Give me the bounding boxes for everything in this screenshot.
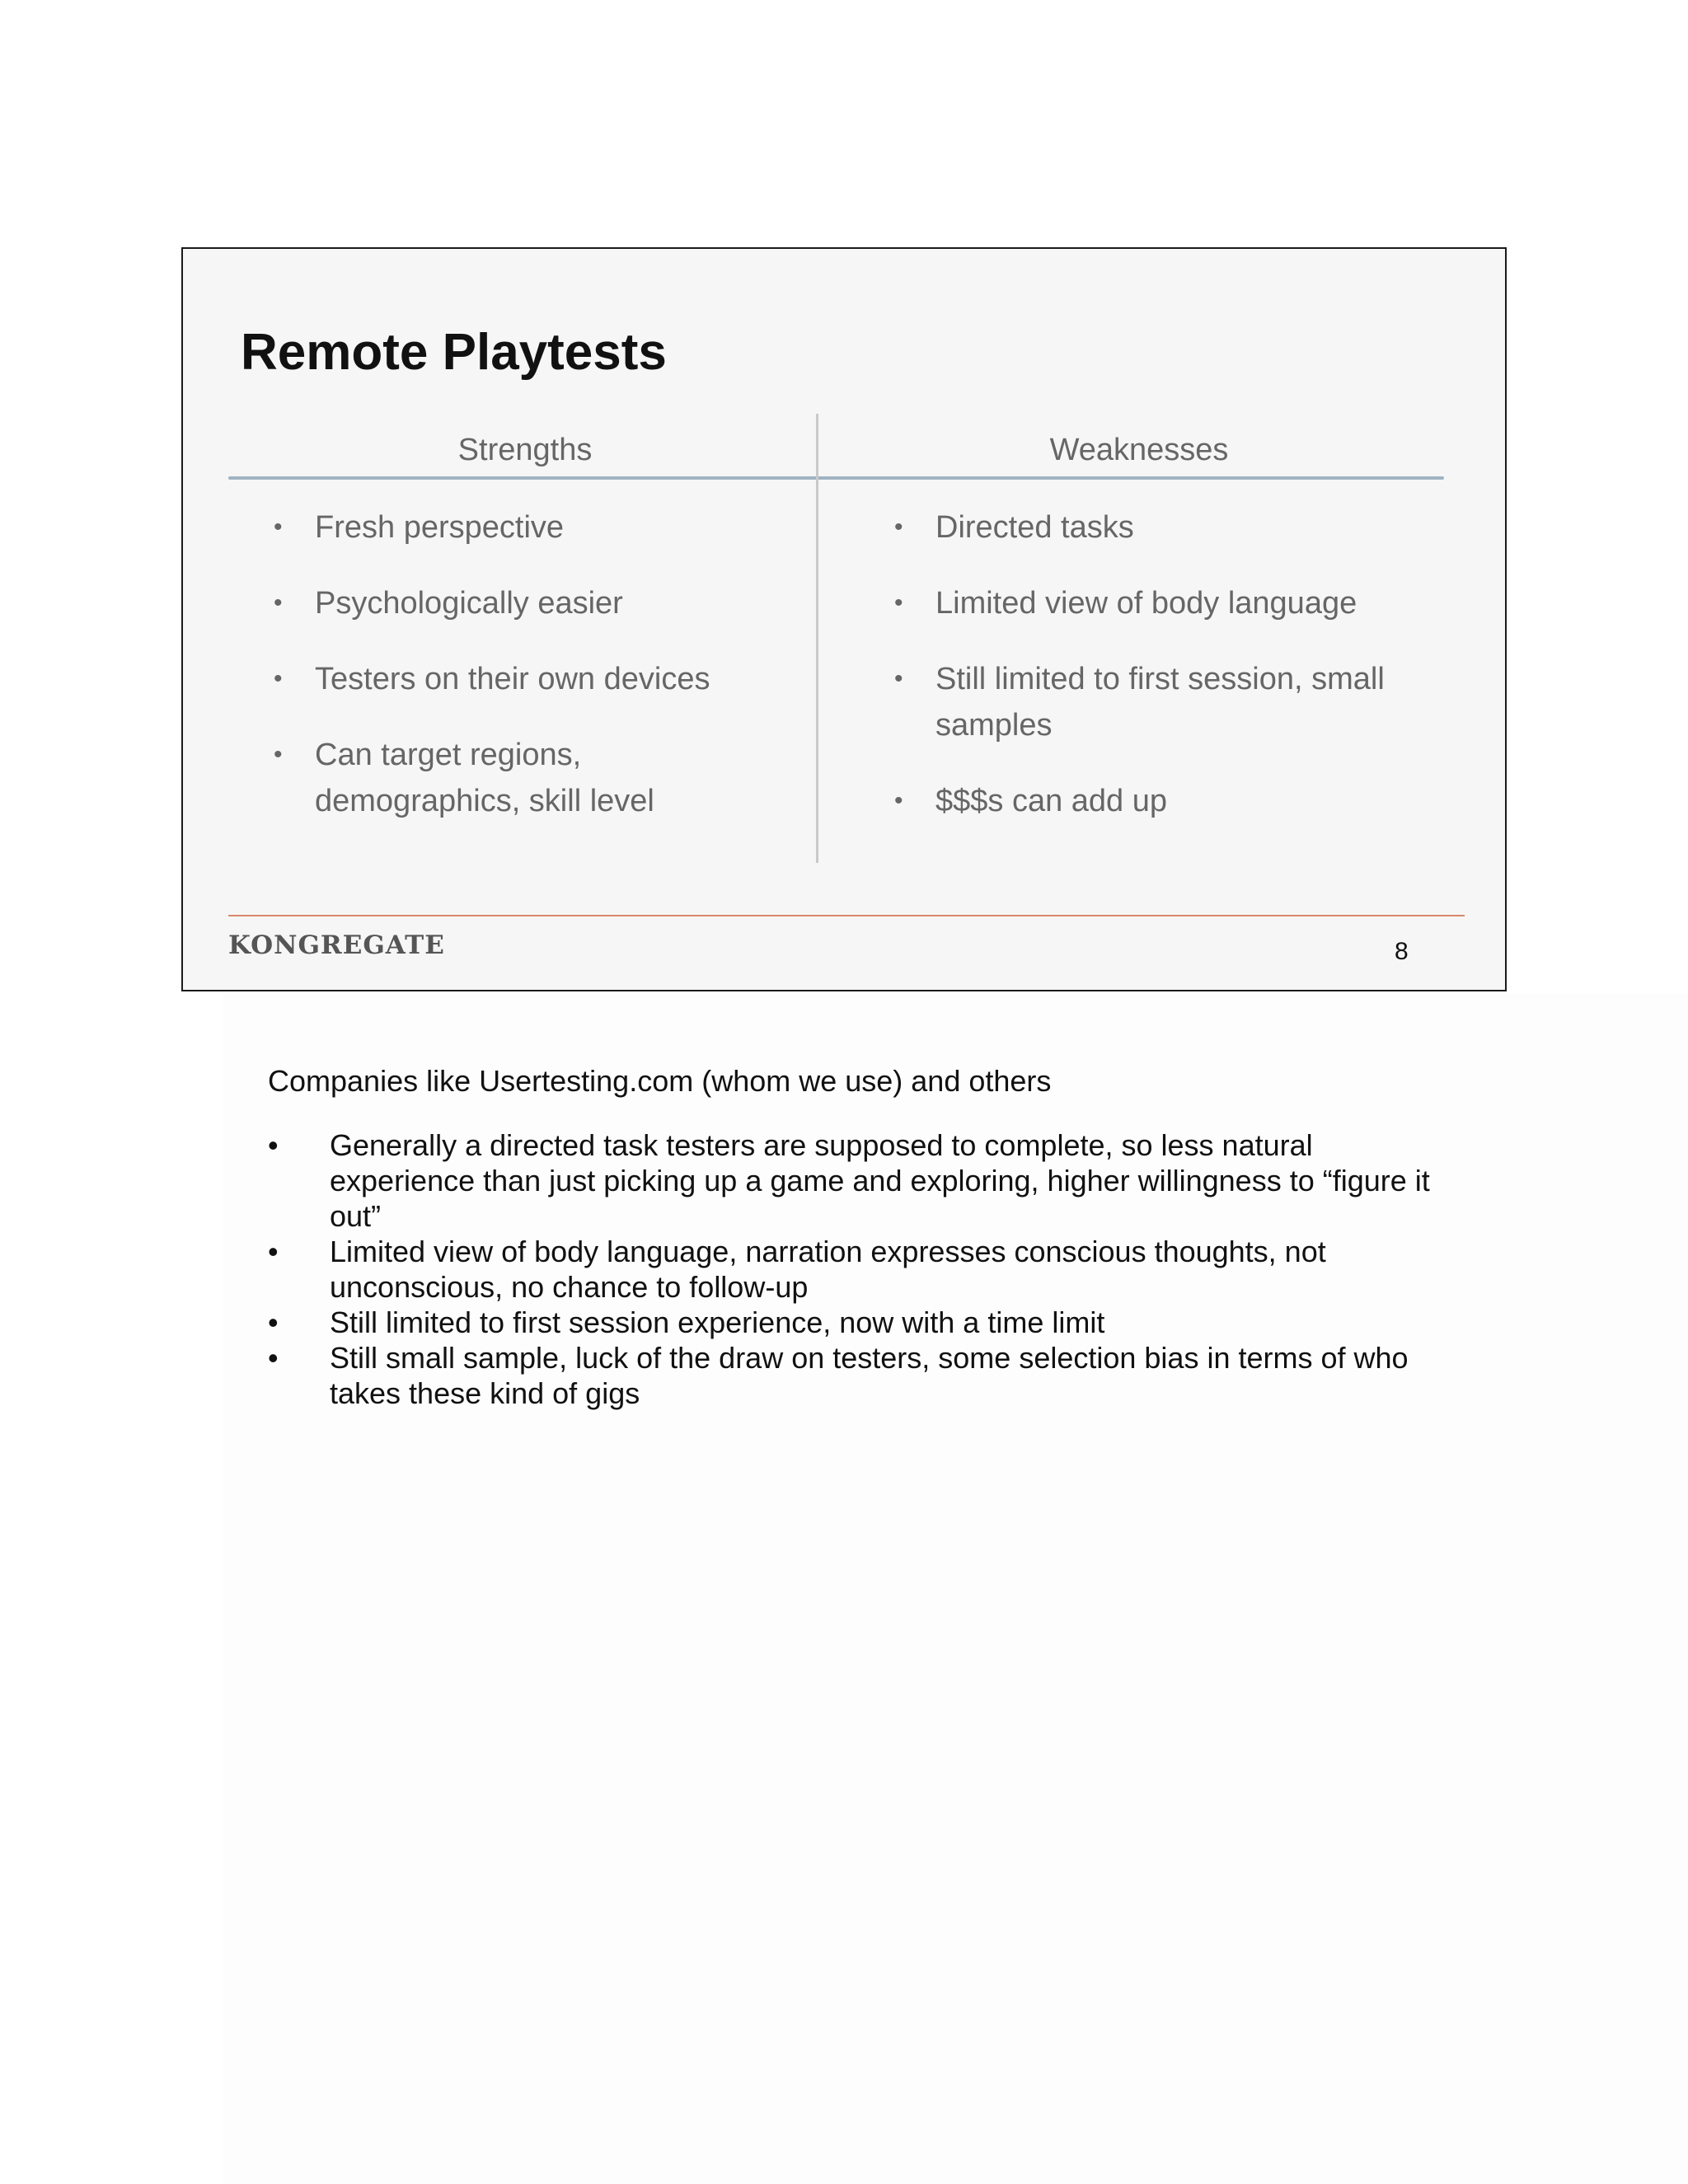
slide-page-number: 8 (1395, 938, 1409, 965)
bullet-icon: • (274, 665, 283, 692)
bullet-icon: • (274, 589, 283, 616)
speaker-notes (268, 1063, 1463, 1411)
notes-item (268, 1305, 1442, 1340)
bullet-icon: • (894, 589, 903, 616)
notes-intro: Companies like Usertesting.com (whom we use) and others (268, 1064, 1052, 1098)
brand-logo: KONGREGATE (228, 930, 445, 960)
bullet-icon: • (274, 741, 283, 768)
bullet-icon: • (268, 1235, 279, 1268)
weaknesses-item-text: Still limited to first session, small samples (935, 662, 1385, 743)
weaknesses-item (894, 656, 1463, 748)
strengths-list (274, 504, 801, 854)
weaknesses-item-text: Directed tasks (935, 510, 1134, 545)
bullet-icon: • (894, 665, 903, 692)
weaknesses-item (894, 778, 1463, 824)
bullet-icon: • (894, 513, 903, 541)
notes-list (268, 1127, 1463, 1411)
notes-item (268, 1340, 1442, 1411)
header-divider-line (228, 476, 1444, 480)
strengths-item-text: Fresh perspective (315, 510, 565, 545)
notes-item-text: Limited view of body language, narration expresses conscious thoughts, not unconscious, no chance to follow-up (330, 1235, 1326, 1304)
strengths-item (274, 504, 801, 551)
column-divider-line (816, 414, 818, 863)
weaknesses-item (894, 580, 1463, 626)
weaknesses-list (894, 504, 1463, 854)
bullet-icon: • (274, 513, 283, 541)
notes-item (268, 1234, 1442, 1305)
notes-item-text: Still limited to first session experience, now with a time limit (330, 1305, 1105, 1339)
footer-divider-line (228, 915, 1465, 916)
weaknesses-header: Weaknesses (1049, 433, 1229, 467)
weaknesses-item-text: Limited view of body language (935, 586, 1357, 621)
bullet-icon: • (894, 787, 903, 814)
slide-title: Remote Playtests (241, 324, 667, 381)
slide-thumbnail (181, 247, 1507, 991)
bullet-icon: • (268, 1128, 279, 1162)
strengths-header: Strengths (457, 433, 593, 467)
weaknesses-item (894, 504, 1463, 551)
notes-item-text: Generally a directed task testers are supposed to complete, so less natural experience than just picking up a game and exploring, higher willingness to “figure it out” (330, 1128, 1430, 1233)
notes-item-text: Still small sample, luck of the draw on testers, some selection bias in terms of who takes these kind of gigs (330, 1341, 1409, 1410)
notes-item (268, 1127, 1442, 1234)
bullet-icon: • (268, 1305, 279, 1339)
strengths-item (274, 656, 801, 702)
bullet-icon: • (268, 1341, 279, 1375)
strengths-item-text: Can target regions, demographics, skill level (315, 738, 654, 818)
strengths-item (274, 732, 801, 824)
strengths-item-text: Testers on their own devices (315, 662, 710, 696)
strengths-item-text: Psychologically easier (315, 586, 623, 621)
strengths-item (274, 580, 801, 626)
weaknesses-item-text: $$$s can add up (935, 784, 1168, 818)
